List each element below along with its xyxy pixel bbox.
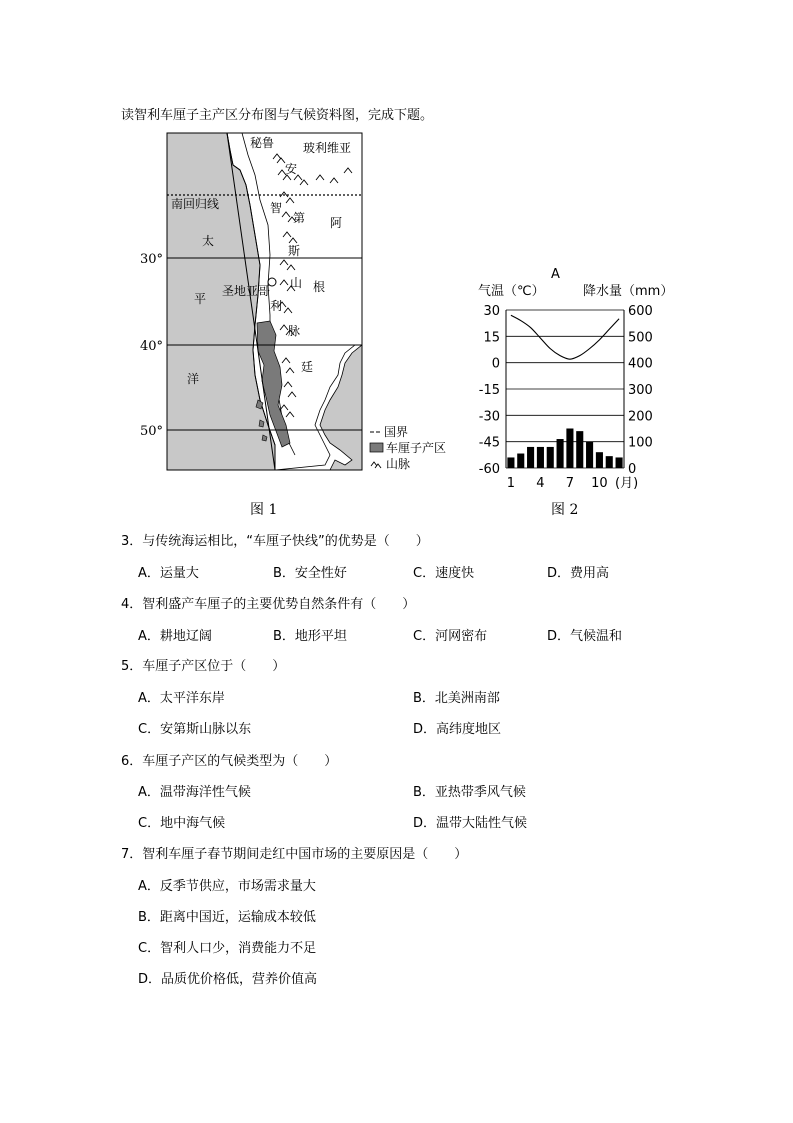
- label-argentina-2: 根: [313, 280, 326, 294]
- q4-option-c[interactable]: C．河网密布: [413, 629, 488, 644]
- precipitation-bar: [557, 439, 564, 468]
- q6-option-b[interactable]: B．亚热带季风气候: [413, 785, 526, 800]
- q7-option-d[interactable]: D．品质优价格低，营养价值高: [138, 972, 318, 987]
- precipitation-bar: [606, 456, 613, 468]
- label-santiago: 圣地亚哥: [222, 284, 271, 298]
- label-andes-4: 山: [290, 276, 303, 290]
- label-pacific-1: 太: [202, 234, 215, 248]
- question-6-stem: 6．车厘子产区的气候类型为（ ）: [121, 754, 338, 769]
- figure-2-caption: 图 2: [551, 502, 579, 518]
- label-pacific-3: 洋: [187, 372, 200, 386]
- left-tick-label: -60: [478, 462, 500, 477]
- q5-option-a[interactable]: A．太平洋东岸: [138, 691, 225, 706]
- q4-option-a[interactable]: A．耕地辽阔: [138, 629, 212, 644]
- question-5-stem: 5．车厘子产区位于（ ）: [121, 659, 286, 674]
- left-axis-ticks: [479, 304, 500, 477]
- q6-option-d[interactable]: D．温带大陆性气候: [413, 816, 528, 831]
- climate-chart: [470, 262, 680, 494]
- label-andes-5: 脉: [288, 324, 301, 338]
- question-3-stem: 3．与传统海运相比，“车厘子快线”的优势是（ ）: [121, 534, 429, 549]
- precipitation-bars: [507, 429, 622, 469]
- question-7-stem: 7．智利车厘子春节期间走红中国市场的主要原因是（ ）: [121, 847, 468, 862]
- q4-option-d[interactable]: D．气候温和: [547, 629, 623, 644]
- left-tick-label: 15: [483, 330, 500, 346]
- ylabel-left: 气温（℃）: [478, 284, 545, 299]
- chart-grid: [506, 310, 624, 468]
- left-tick-label: -30: [478, 409, 500, 425]
- right-tick-label: 200: [628, 409, 653, 425]
- q5-option-d[interactable]: D．高纬度地区: [413, 722, 502, 737]
- q7-option-a[interactable]: A．反季节供应，市场需求量大: [138, 879, 316, 894]
- q7-option-c[interactable]: C．智利人口少，消费能力不足: [138, 941, 317, 956]
- label-peru: 秘鲁: [250, 136, 275, 150]
- q3-option-a[interactable]: A．运量大: [138, 566, 199, 581]
- chile-map: [130, 125, 460, 475]
- q7-option-b[interactable]: B．距离中国近，运输成本较低: [138, 910, 316, 925]
- right-axis-ticks: [628, 304, 653, 477]
- label-andes-3: 斯: [288, 244, 301, 258]
- right-tick-label: 0: [628, 462, 637, 477]
- label-pacific-2: 平: [194, 292, 207, 306]
- right-tick-label: 300: [628, 383, 653, 398]
- x-unit-label: (月): [615, 476, 639, 491]
- label-tropic: 南回归线: [171, 197, 220, 211]
- question-4-stem: 4．智利盛产车厘子的主要优势自然条件有（ ）: [121, 597, 416, 612]
- label-andes-1: 安: [285, 162, 298, 176]
- left-tick-label: -45: [478, 435, 500, 451]
- left-tick-label: -15: [478, 383, 500, 398]
- precipitation-bar: [517, 454, 524, 468]
- right-tick-label: 100: [628, 435, 653, 451]
- left-tick-label: 30: [483, 304, 500, 319]
- q5-option-c[interactable]: C．安第斯山脉以东: [138, 722, 252, 737]
- x-tick-label: 7: [565, 476, 575, 491]
- q3-option-b[interactable]: B．安全性好: [273, 566, 347, 581]
- right-tick-label: 600: [628, 304, 653, 319]
- legend-region: 车厘子产区: [386, 441, 447, 455]
- q3-option-d[interactable]: D．费用高: [547, 566, 610, 581]
- label-argentina-3: 廷: [301, 360, 314, 374]
- lat-label-40: 40°: [140, 339, 164, 354]
- precipitation-bar: [547, 447, 554, 468]
- precipitation-bar: [576, 431, 583, 468]
- precipitation-bar: [566, 429, 573, 469]
- q4-option-b[interactable]: B．地形平坦: [273, 629, 347, 644]
- ylabel-right: 降水量（mm）: [583, 284, 674, 299]
- legend-border: 国界: [384, 425, 409, 439]
- lat-label-30: 30°: [140, 252, 164, 267]
- precipitation-bar: [596, 452, 603, 468]
- map-legend: [370, 425, 446, 471]
- label-chile-1: 智: [270, 201, 283, 215]
- right-tick-label: 400: [628, 356, 653, 372]
- precipitation-bar: [616, 457, 623, 468]
- temperature-line: [511, 315, 619, 359]
- label-chile-2: 利: [270, 299, 283, 313]
- chart-title: A: [551, 267, 560, 282]
- precipitation-bar: [537, 447, 544, 468]
- label-argentina-1: 阿: [330, 216, 343, 230]
- legend-mountain: 山脉: [386, 457, 411, 471]
- left-tick-label: 0: [491, 356, 500, 372]
- label-bolivia: 玻利维亚: [303, 141, 352, 155]
- label-andes-2: 第: [293, 211, 306, 225]
- x-tick-label: 4: [536, 476, 545, 491]
- precipitation-bar: [586, 442, 593, 468]
- precipitation-bar: [507, 457, 514, 468]
- q5-option-b[interactable]: B．北美洲南部: [413, 691, 500, 706]
- q6-option-c[interactable]: C．地中海气候: [138, 816, 226, 831]
- intro-text: 读智利车厘子主产区分布图与气候资料图，完成下题。: [121, 108, 434, 123]
- q6-option-a[interactable]: A．温带海洋性气候: [138, 785, 251, 800]
- figure-1-caption: 图 1: [250, 502, 278, 518]
- lat-label-50: 50°: [140, 424, 164, 439]
- x-tick-label: 1: [506, 476, 516, 491]
- precipitation-bar: [527, 447, 534, 468]
- q3-option-c[interactable]: C．速度快: [413, 566, 475, 581]
- x-axis-ticks: [507, 476, 608, 491]
- right-tick-label: 500: [628, 330, 653, 346]
- x-tick-label: 10: [591, 476, 608, 491]
